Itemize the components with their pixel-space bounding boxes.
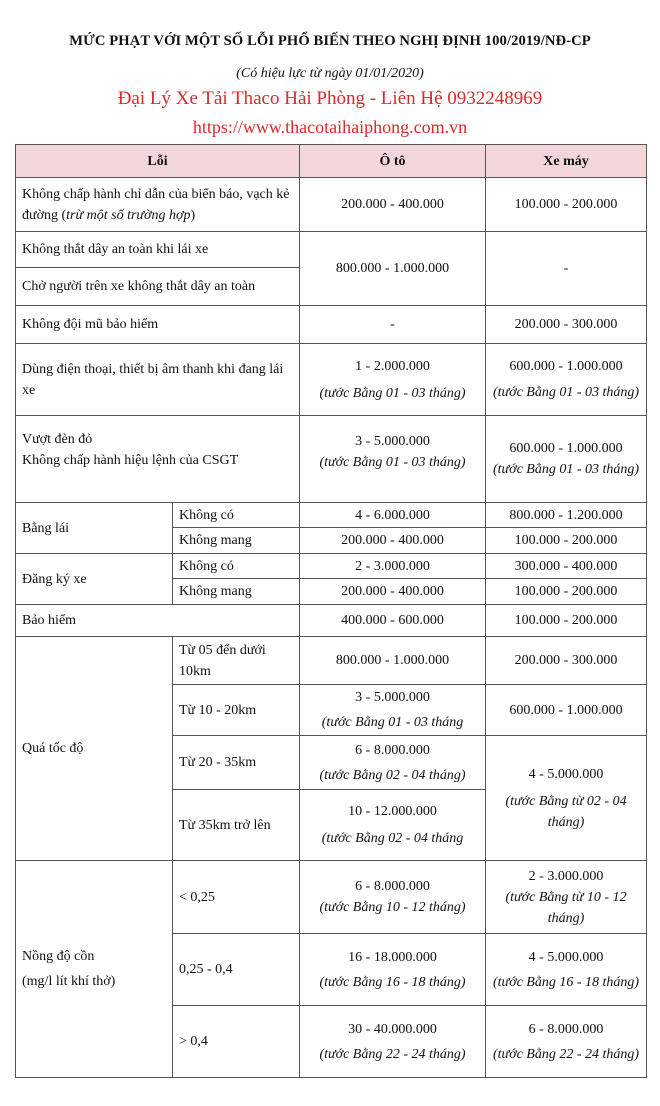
row-label: Không đội mũ bảo hiểm (16, 306, 300, 344)
moto-fine: 300.000 - 400.000 (486, 554, 647, 579)
row-label: Chở người trên xe không thắt dây an toàn (16, 268, 300, 306)
moto-fine: 100.000 - 200.000 (486, 579, 647, 605)
sub-label: Không mang (173, 528, 300, 554)
sub-label: Từ 20 - 35km (173, 736, 300, 790)
table-row (16, 554, 647, 579)
table-row (16, 344, 647, 416)
moto-fine: - (486, 232, 647, 306)
moto-fine: 600.000 - 1.000.000 (tước Bằng 01 - 03 tháng) (486, 416, 647, 503)
table-row (16, 637, 647, 685)
moto-fine: 100.000 - 200.000 (486, 178, 647, 232)
moto-fine: 800.000 - 1.200.000 (486, 503, 647, 528)
sub-label: Từ 10 - 20km (173, 685, 300, 736)
row-label: Không thắt dây an toàn khi lái xe (16, 232, 300, 268)
car-fine: 6 - 8.000.000 (tước Bằng 02 - 04 tháng) (300, 736, 486, 790)
website-url[interactable]: https://www.thacotaihaiphong.com.vn (192, 117, 468, 137)
car-fine: 200.000 - 400.000 (300, 178, 486, 232)
fine-table (15, 144, 647, 1078)
sub-label: Từ 35km trở lên (173, 790, 300, 861)
moto-fine: 200.000 - 300.000 (486, 637, 647, 685)
row-label: Bằng lái (16, 503, 173, 554)
col-moto: Xe máy (486, 145, 647, 178)
row-label: Không chấp hành chỉ dẫn của biển báo, vạch kẻ đường (trừ một số trường hợp) (16, 178, 300, 232)
table-header (16, 145, 647, 178)
moto-fine: 6 - 8.000.000 (tước Bằng 22 - 24 tháng) (486, 1006, 647, 1078)
table-row (16, 416, 647, 503)
car-fine: 30 - 40.000.000 (tước Bằng 22 - 24 tháng) (300, 1006, 486, 1078)
table-row (16, 178, 647, 232)
row-label: Bảo hiểm (16, 605, 300, 637)
car-fine: 800.000 - 1.000.000 (300, 232, 486, 306)
car-fine: 800.000 - 1.000.000 (300, 637, 486, 685)
row-label: Vượt đèn đỏ Không chấp hành hiệu lệnh của CSGT (16, 416, 300, 503)
table-row (16, 861, 647, 934)
row-label: Đăng ký xe (16, 554, 173, 605)
moto-fine: 100.000 - 200.000 (486, 605, 647, 637)
car-fine: 3 - 5.000.000 (tước Bằng 01 - 03 tháng (300, 685, 486, 736)
moto-fine: 600.000 - 1.000.000 (tước Bằng 01 - 03 tháng) (486, 344, 647, 416)
car-fine: 1 - 2.000.000 (tước Bằng 01 - 03 tháng) (300, 344, 486, 416)
car-fine: 200.000 - 400.000 (300, 528, 486, 554)
moto-fine: 4 - 5.000.000 (tước Bằng từ 02 - 04 tháng) (486, 736, 647, 861)
sub-label: < 0,25 (173, 861, 300, 934)
effective-date: (Có hiệu lực từ ngày 01/01/2020) (236, 66, 424, 81)
row-label: Quá tốc độ (16, 637, 173, 861)
table-row (16, 232, 647, 268)
car-fine: 2 - 3.000.000 (300, 554, 486, 579)
moto-fine: 2 - 3.000.000 (tước Bằng từ 10 - 12 tháng) (486, 861, 647, 934)
dealer-contact: Đại Lý Xe Tải Thaco Hải Phòng - Liên Hệ 0932248969 (117, 88, 543, 109)
moto-fine: 600.000 - 1.000.000 (486, 685, 647, 736)
car-fine: 10 - 12.000.000 (tước Bằng 02 - 04 tháng (300, 790, 486, 861)
sub-label: 0,25 - 0,4 (173, 934, 300, 1006)
moto-fine: 100.000 - 200.000 (486, 528, 647, 554)
car-fine: 16 - 18.000.000 (tước Bằng 16 - 18 tháng) (300, 934, 486, 1006)
sub-label: Từ 05 đến dưới 10km (173, 637, 300, 685)
sub-label: > 0,4 (173, 1006, 300, 1078)
sub-label: Không mang (173, 579, 300, 605)
col-violation: Lỗi (16, 145, 300, 178)
sub-label: Không có (173, 503, 300, 528)
car-fine: 3 - 5.000.000 (tước Bằng 01 - 03 tháng) (300, 416, 486, 503)
row-label: Dùng điện thoại, thiết bị âm thanh khi đang lái xe (16, 344, 300, 416)
table-row (16, 306, 647, 344)
col-car: Ô tô (300, 145, 486, 178)
table-row (16, 605, 647, 637)
sub-label: Không có (173, 554, 300, 579)
car-fine: 400.000 - 600.000 (300, 605, 486, 637)
car-fine: 200.000 - 400.000 (300, 579, 486, 605)
row-label: Nồng độ cồn (mg/l lít khí thở) (16, 861, 173, 1078)
car-fine: 6 - 8.000.000 (tước Bằng 10 - 12 tháng) (300, 861, 486, 934)
table-row (16, 503, 647, 528)
car-fine: - (300, 306, 486, 344)
moto-fine: 4 - 5.000.000 (tước Bằng 16 - 18 tháng) (486, 934, 647, 1006)
page-title: MỨC PHẠT VỚI MỘT SỐ LỖI PHỔ BIẾN THEO NGHỊ ĐỊNH 100/2019/NĐ-CP (69, 33, 591, 49)
car-fine: 4 - 6.000.000 (300, 503, 486, 528)
moto-fine: 200.000 - 300.000 (486, 306, 647, 344)
